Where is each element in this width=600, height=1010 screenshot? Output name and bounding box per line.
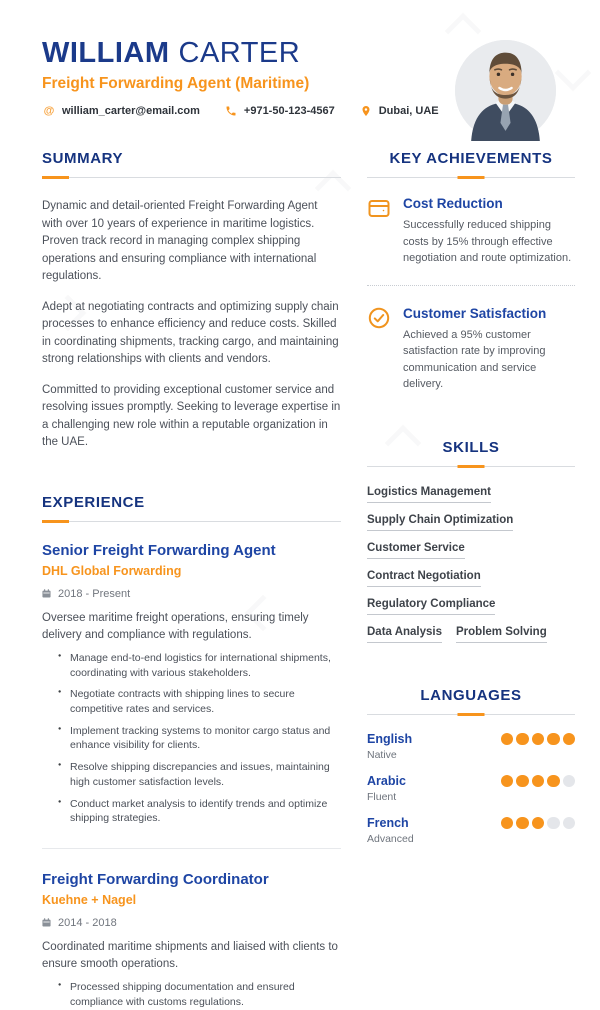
language-info <box>367 732 412 761</box>
level-dot <box>532 817 545 830</box>
skill-item: Logistics Management <box>367 486 491 503</box>
calendar-icon <box>42 589 51 598</box>
resume-header <box>0 0 600 118</box>
skill-item: Data Analysis <box>367 626 442 643</box>
first-name: WILLIAM <box>42 37 170 69</box>
job-bullet: ● Conduct market analysis to identify trends and optimize shipping strategies. <box>58 797 341 826</box>
level-dot <box>516 733 529 746</box>
summary-paragraphs <box>42 198 341 451</box>
language-dot-meter <box>501 733 576 746</box>
level-dot <box>532 775 545 788</box>
contact-item <box>224 104 335 118</box>
section-rule <box>42 176 341 179</box>
achievement-item <box>367 196 575 267</box>
header-job-title: Freight Forwarding Agent (Maritime) <box>42 75 310 93</box>
job-bullet: ● Negotiate contracts with shipping lines to secure competitive rates and services. <box>58 687 341 716</box>
skill-item: Customer Service <box>367 542 465 559</box>
language-name: Arabic <box>367 773 406 788</box>
calendar-icon <box>42 918 51 927</box>
at-icon: @ <box>43 105 55 118</box>
job-description: Coordinated maritime shipments and liaised with clients to ensure smooth operations. <box>42 940 338 971</box>
contact-item <box>359 104 439 118</box>
job-description: Oversee maritime freight operations, ensuring timely delivery and compliance with regulations. <box>42 611 309 641</box>
level-dot <box>501 775 514 788</box>
skill-item: Contract Negotiation <box>367 570 481 587</box>
job-bullet-list <box>58 651 341 826</box>
achievement-body <box>403 196 575 267</box>
achievement-title: Customer Satisfaction <box>403 305 547 321</box>
summary-paragraph: Dynamic and detail-oriented Freight Forwarding Agent with over 10 years of experience in maritime logistics. Proven track record in managing complex shipping operations and ensuring compliance with international regulations. <box>42 200 318 283</box>
job-bullet-list <box>58 980 341 1009</box>
profile-photo <box>455 40 556 141</box>
achievement-title: Cost Reduction <box>403 196 503 212</box>
experience-entry <box>42 848 341 1010</box>
section-rule <box>42 520 341 523</box>
job-role: Freight Forwarding Coordinator <box>42 870 269 888</box>
language-dot-meter <box>501 775 576 788</box>
contact-text: +971-50-123-4567 <box>243 105 335 118</box>
level-dot <box>516 775 529 788</box>
level-dot <box>547 775 560 788</box>
left-column <box>42 150 341 1009</box>
last-name: CARTER <box>178 37 301 69</box>
language-info <box>367 774 406 803</box>
location-icon <box>359 104 373 118</box>
level-dot <box>516 817 529 830</box>
languages-title: LANGUAGES <box>420 686 522 704</box>
right-column <box>367 150 575 1009</box>
check-circle-icon <box>367 306 391 330</box>
language-level: Native <box>367 748 397 761</box>
language-row <box>367 732 575 761</box>
contact-text: Dubai, UAE <box>378 105 439 118</box>
language-info <box>367 816 414 845</box>
level-dot <box>501 817 514 830</box>
skills-section <box>367 439 575 643</box>
language-level: Advanced <box>367 832 414 845</box>
job-meta <box>42 588 341 600</box>
level-dot <box>547 817 560 830</box>
resume-body <box>0 150 600 1009</box>
skill-list <box>367 486 575 643</box>
level-dot <box>563 817 576 830</box>
job-bullet: ● Processed shipping documentation and ensured compliance with customs regulations. <box>58 980 341 1009</box>
job-dates: 2018 - Present <box>58 587 131 600</box>
experience-section <box>42 494 341 1010</box>
level-dot <box>547 733 560 746</box>
avatar-illustration <box>455 40 556 141</box>
language-row <box>367 816 575 845</box>
achievement-item <box>367 285 575 393</box>
achievement-body <box>403 306 575 393</box>
level-dot <box>563 733 576 746</box>
achievement-text: Successfully reduced shipping costs by 15% through effective negotiation and route optimization. <box>403 219 572 265</box>
job-bullet: ● Manage end-to-end logistics for international shipments, coordinating with various stakeholders. <box>58 651 341 680</box>
skill-item: Regulatory Compliance <box>367 598 495 615</box>
summary-paragraph: Adept at negotiating contracts and optimizing supply chain processes to enhance efficiency and reduce costs. Skilled in coordinating shipments, tracking cargo, and maintaining strong relationships with clients and vendors. <box>42 300 339 366</box>
experience-entry <box>42 542 341 826</box>
phone-icon <box>224 104 238 118</box>
job-list <box>42 542 341 1010</box>
job-company: Kuehne + Nagel <box>42 892 137 907</box>
achievement-list <box>367 196 575 393</box>
summary-paragraph: Committed to providing exceptional customer service and resolving issues promptly. Seeking to leverage expertise in a challenging new role within a reputable organization in the UAE. <box>42 383 341 449</box>
summary-title: SUMMARY <box>42 150 124 168</box>
level-dot <box>563 775 576 788</box>
achievements-title: KEY ACHIEVEMENTS <box>389 150 553 168</box>
language-level: Fluent <box>367 790 397 803</box>
language-name: French <box>367 815 409 830</box>
job-dates: 2014 - 2018 <box>58 916 117 929</box>
skill-item: Supply Chain Optimization <box>367 514 513 531</box>
job-meta <box>42 917 341 929</box>
summary-section <box>42 150 341 451</box>
language-row <box>367 774 575 803</box>
language-dot-meter <box>501 817 576 830</box>
key-achievements-section <box>367 150 575 393</box>
contact-item <box>42 104 200 118</box>
language-list <box>367 732 575 845</box>
section-rule <box>367 176 575 179</box>
job-company: DHL Global Forwarding <box>42 563 182 578</box>
level-dot <box>501 733 514 746</box>
skill-item: Problem Solving <box>456 626 547 643</box>
level-dot <box>532 733 545 746</box>
wallet-icon <box>367 196 391 220</box>
language-name: English <box>367 731 413 746</box>
section-rule <box>367 465 575 468</box>
contact-text: william_carter@email.com <box>62 105 200 118</box>
job-role: Senior Freight Forwarding Agent <box>42 541 276 559</box>
languages-section <box>367 687 575 845</box>
section-rule <box>367 713 575 716</box>
experience-title: EXPERIENCE <box>42 493 145 511</box>
achievement-text: Achieved a 95% customer satisfaction rate by improving communication and service delivery. <box>403 328 546 391</box>
skills-title: SKILLS <box>442 438 500 456</box>
job-bullet: ● Implement tracking systems to monitor cargo status and enhance visibility for clients. <box>58 724 341 753</box>
job-bullet: ● Resolve shipping discrepancies and issues, maintaining high customer satisfaction levels. <box>58 760 341 789</box>
